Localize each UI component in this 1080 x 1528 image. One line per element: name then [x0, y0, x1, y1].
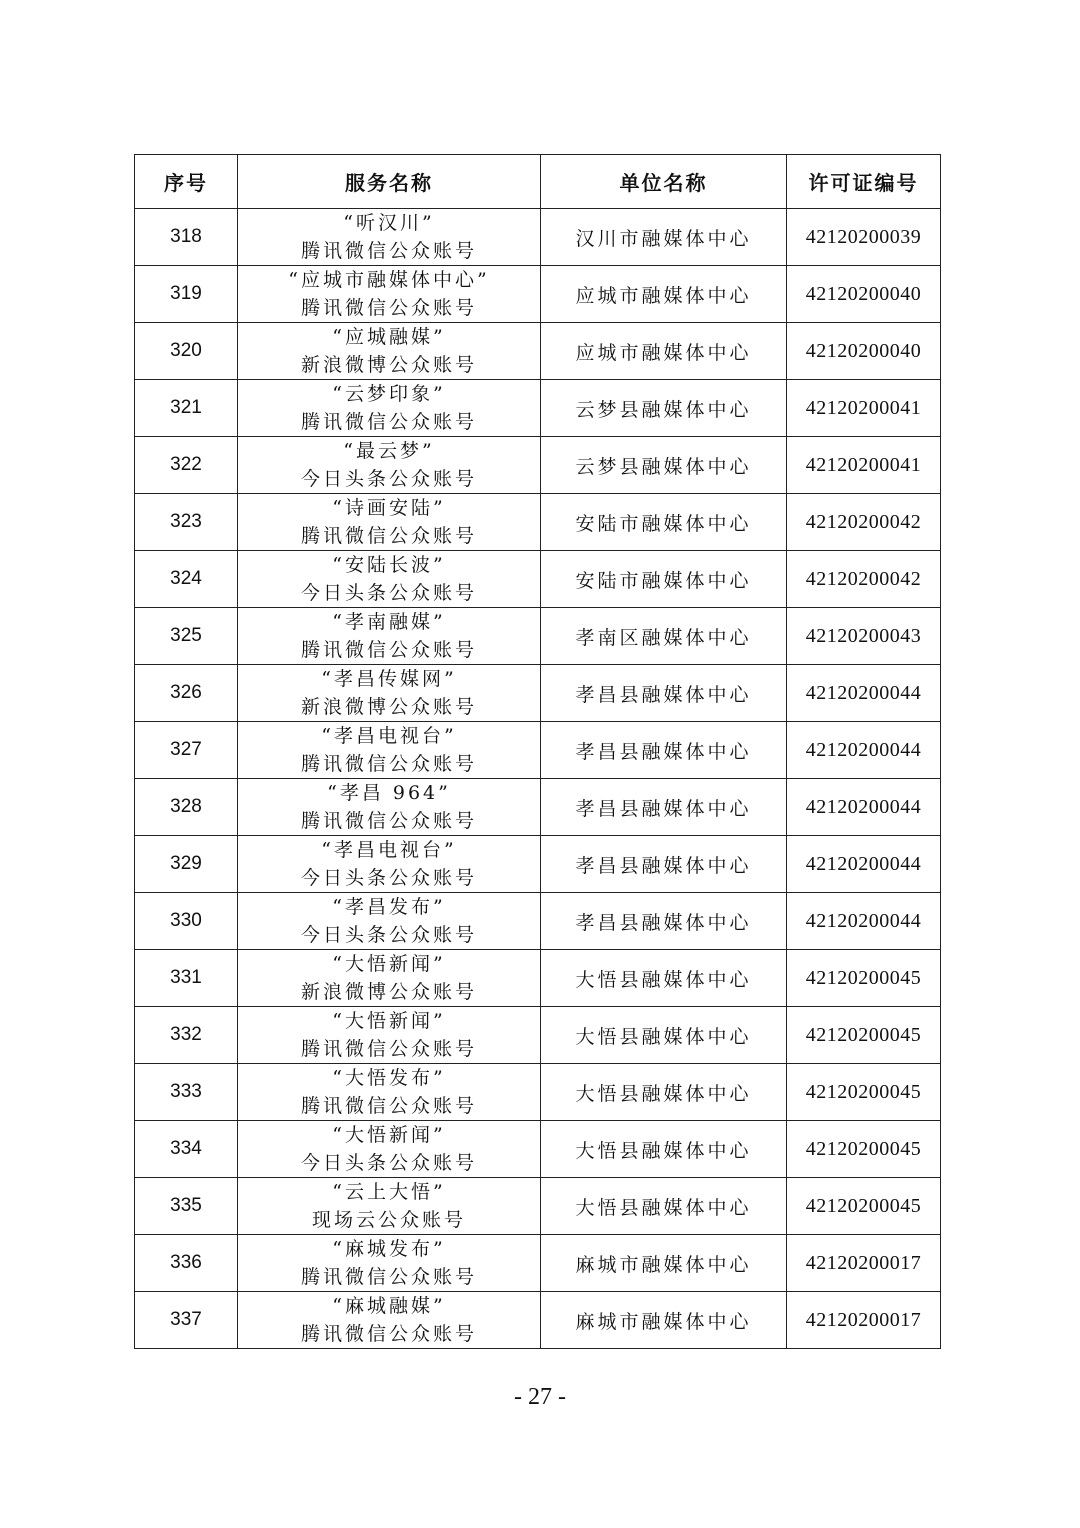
row-number: 318	[135, 209, 238, 266]
table-row	[135, 608, 941, 665]
row-number: 334	[135, 1121, 238, 1178]
table-row	[135, 494, 941, 551]
header-row	[135, 155, 941, 209]
service-name: “孝昌电视台”	[321, 839, 457, 861]
service-name: “麻城发布”	[332, 1238, 446, 1260]
table-row	[135, 266, 941, 323]
service-name: “孝昌电视台”	[321, 725, 457, 747]
service-name: “孝南融媒”	[332, 611, 446, 633]
service-type: 腾讯微信公众账号	[300, 297, 477, 319]
table-row	[135, 1235, 941, 1292]
service-name: “大悟新闻”	[332, 953, 446, 975]
unit-name: 孝昌县融媒体中心	[541, 722, 787, 779]
unit-name: 大悟县融媒体中心	[541, 1178, 787, 1235]
service-name: “大悟发布”	[332, 1067, 446, 1089]
row-number: 331	[135, 950, 238, 1007]
unit-name: 安陆市融媒体中心	[541, 494, 787, 551]
service-type: 腾讯微信公众账号	[300, 411, 477, 433]
service-cell	[238, 380, 541, 437]
unit-name: 汉川市融媒体中心	[541, 209, 787, 266]
unit-name: 大悟县融媒体中心	[541, 1064, 787, 1121]
license-number: 42120200044	[787, 779, 941, 836]
service-name: “云梦印象”	[332, 383, 446, 405]
row-number: 330	[135, 893, 238, 950]
row-number: 321	[135, 380, 238, 437]
service-cell	[238, 608, 541, 665]
unit-name: 大悟县融媒体中心	[541, 1007, 787, 1064]
row-number: 327	[135, 722, 238, 779]
license-number: 42120200045	[787, 1178, 941, 1235]
service-cell	[238, 665, 541, 722]
table-row	[135, 893, 941, 950]
service-cell	[238, 893, 541, 950]
service-type: 今日头条公众账号	[300, 1152, 477, 1174]
table-row	[135, 323, 941, 380]
unit-name: 孝南区融媒体中心	[541, 608, 787, 665]
service-name: “安陆长波”	[332, 554, 446, 576]
service-cell	[238, 779, 541, 836]
service-name: “应城市融媒体中心”	[288, 269, 490, 291]
service-cell	[238, 437, 541, 494]
license-number: 42120200044	[787, 665, 941, 722]
service-type: 今日头条公众账号	[300, 468, 477, 490]
unit-name: 麻城市融媒体中心	[541, 1235, 787, 1292]
service-type: 今日头条公众账号	[300, 582, 477, 604]
service-type: 腾讯微信公众账号	[300, 1095, 477, 1117]
table-row	[135, 437, 941, 494]
table-row	[135, 950, 941, 1007]
unit-name: 云梦县融媒体中心	[541, 437, 787, 494]
header-number: 序号	[135, 155, 238, 209]
license-table	[134, 154, 941, 1349]
service-type: 新浪微博公众账号	[300, 696, 477, 718]
service-type: 腾讯微信公众账号	[300, 1038, 477, 1060]
service-type: 今日头条公众账号	[300, 924, 477, 946]
row-number: 332	[135, 1007, 238, 1064]
license-number: 42120200039	[787, 209, 941, 266]
license-number: 42120200044	[787, 893, 941, 950]
license-number: 42120200042	[787, 551, 941, 608]
license-number: 42120200041	[787, 437, 941, 494]
service-cell	[238, 836, 541, 893]
table-row	[135, 1292, 941, 1349]
row-number: 325	[135, 608, 238, 665]
service-type: 腾讯微信公众账号	[300, 240, 477, 262]
table-row	[135, 551, 941, 608]
license-number: 42120200045	[787, 1007, 941, 1064]
service-name: “麻城融媒”	[332, 1295, 446, 1317]
license-number: 42120200042	[787, 494, 941, 551]
service-type: 现场云公众账号	[311, 1209, 466, 1231]
license-number: 42120200045	[787, 1064, 941, 1121]
service-type: 新浪微博公众账号	[300, 354, 477, 376]
service-cell	[238, 1007, 541, 1064]
table-row	[135, 1178, 941, 1235]
service-type: 腾讯微信公众账号	[300, 810, 477, 832]
page-number: - 27 -	[514, 1384, 566, 1410]
license-number: 42120200040	[787, 266, 941, 323]
service-cell	[238, 494, 541, 551]
service-cell	[238, 323, 541, 380]
service-type: 腾讯微信公众账号	[300, 639, 477, 661]
unit-name: 孝昌县融媒体中心	[541, 779, 787, 836]
service-name: “应城融媒”	[332, 326, 446, 348]
service-cell	[238, 1292, 541, 1349]
row-number: 337	[135, 1292, 238, 1349]
table-row	[135, 779, 941, 836]
service-cell	[238, 722, 541, 779]
unit-name: 孝昌县融媒体中心	[541, 665, 787, 722]
service-name: “大悟新闻”	[332, 1010, 446, 1032]
unit-name: 孝昌县融媒体中心	[541, 836, 787, 893]
unit-name: 大悟县融媒体中心	[541, 950, 787, 1007]
row-number: 336	[135, 1235, 238, 1292]
row-number: 324	[135, 551, 238, 608]
service-cell	[238, 266, 541, 323]
table-row	[135, 665, 941, 722]
row-number: 329	[135, 836, 238, 893]
unit-name: 麻城市融媒体中心	[541, 1292, 787, 1349]
license-number: 42120200017	[787, 1292, 941, 1349]
service-type: 腾讯微信公众账号	[300, 525, 477, 547]
service-cell	[238, 551, 541, 608]
service-type: 新浪微博公众账号	[300, 981, 477, 1003]
row-number: 319	[135, 266, 238, 323]
service-cell	[238, 950, 541, 1007]
license-number: 42120200045	[787, 1121, 941, 1178]
license-number: 42120200043	[787, 608, 941, 665]
service-cell	[238, 1178, 541, 1235]
service-name: “云上大悟”	[332, 1181, 446, 1203]
service-cell	[238, 209, 541, 266]
table-row	[135, 1007, 941, 1064]
row-number: 335	[135, 1178, 238, 1235]
service-type: 今日头条公众账号	[300, 867, 477, 889]
service-name: “孝昌发布”	[332, 896, 446, 918]
service-cell	[238, 1064, 541, 1121]
service-name: “孝昌传媒网”	[321, 668, 457, 690]
service-cell	[238, 1235, 541, 1292]
row-number: 326	[135, 665, 238, 722]
row-number: 328	[135, 779, 238, 836]
header-license-number: 许可证编号	[787, 155, 941, 209]
service-name: “诗画安陆”	[332, 497, 446, 519]
row-number: 323	[135, 494, 238, 551]
unit-name: 安陆市融媒体中心	[541, 551, 787, 608]
table-row	[135, 380, 941, 437]
row-number: 322	[135, 437, 238, 494]
license-number: 42120200017	[787, 1235, 941, 1292]
unit-name: 应城市融媒体中心	[541, 266, 787, 323]
service-type: 腾讯微信公众账号	[300, 1323, 477, 1345]
license-number: 42120200044	[787, 722, 941, 779]
service-name: “最云梦”	[343, 440, 435, 462]
unit-name: 大悟县融媒体中心	[541, 1121, 787, 1178]
service-name: “大悟新闻”	[332, 1124, 446, 1146]
license-number: 42120200045	[787, 950, 941, 1007]
table-row	[135, 209, 941, 266]
service-cell	[238, 1121, 541, 1178]
license-number: 42120200041	[787, 380, 941, 437]
header-service-name: 服务名称	[238, 155, 541, 209]
table-row	[135, 1121, 941, 1178]
unit-name: 应城市融媒体中心	[541, 323, 787, 380]
row-number: 320	[135, 323, 238, 380]
license-number: 42120200040	[787, 323, 941, 380]
table-row	[135, 836, 941, 893]
service-name: “听汉川”	[343, 212, 435, 234]
table-row	[135, 722, 941, 779]
service-type: 腾讯微信公众账号	[300, 1266, 477, 1288]
row-number: 333	[135, 1064, 238, 1121]
service-name: “孝昌 964”	[327, 782, 451, 804]
license-number: 42120200044	[787, 836, 941, 893]
service-type: 腾讯微信公众账号	[300, 753, 477, 775]
table-row	[135, 1064, 941, 1121]
header-unit-name: 单位名称	[541, 155, 787, 209]
unit-name: 孝昌县融媒体中心	[541, 893, 787, 950]
unit-name: 云梦县融媒体中心	[541, 380, 787, 437]
